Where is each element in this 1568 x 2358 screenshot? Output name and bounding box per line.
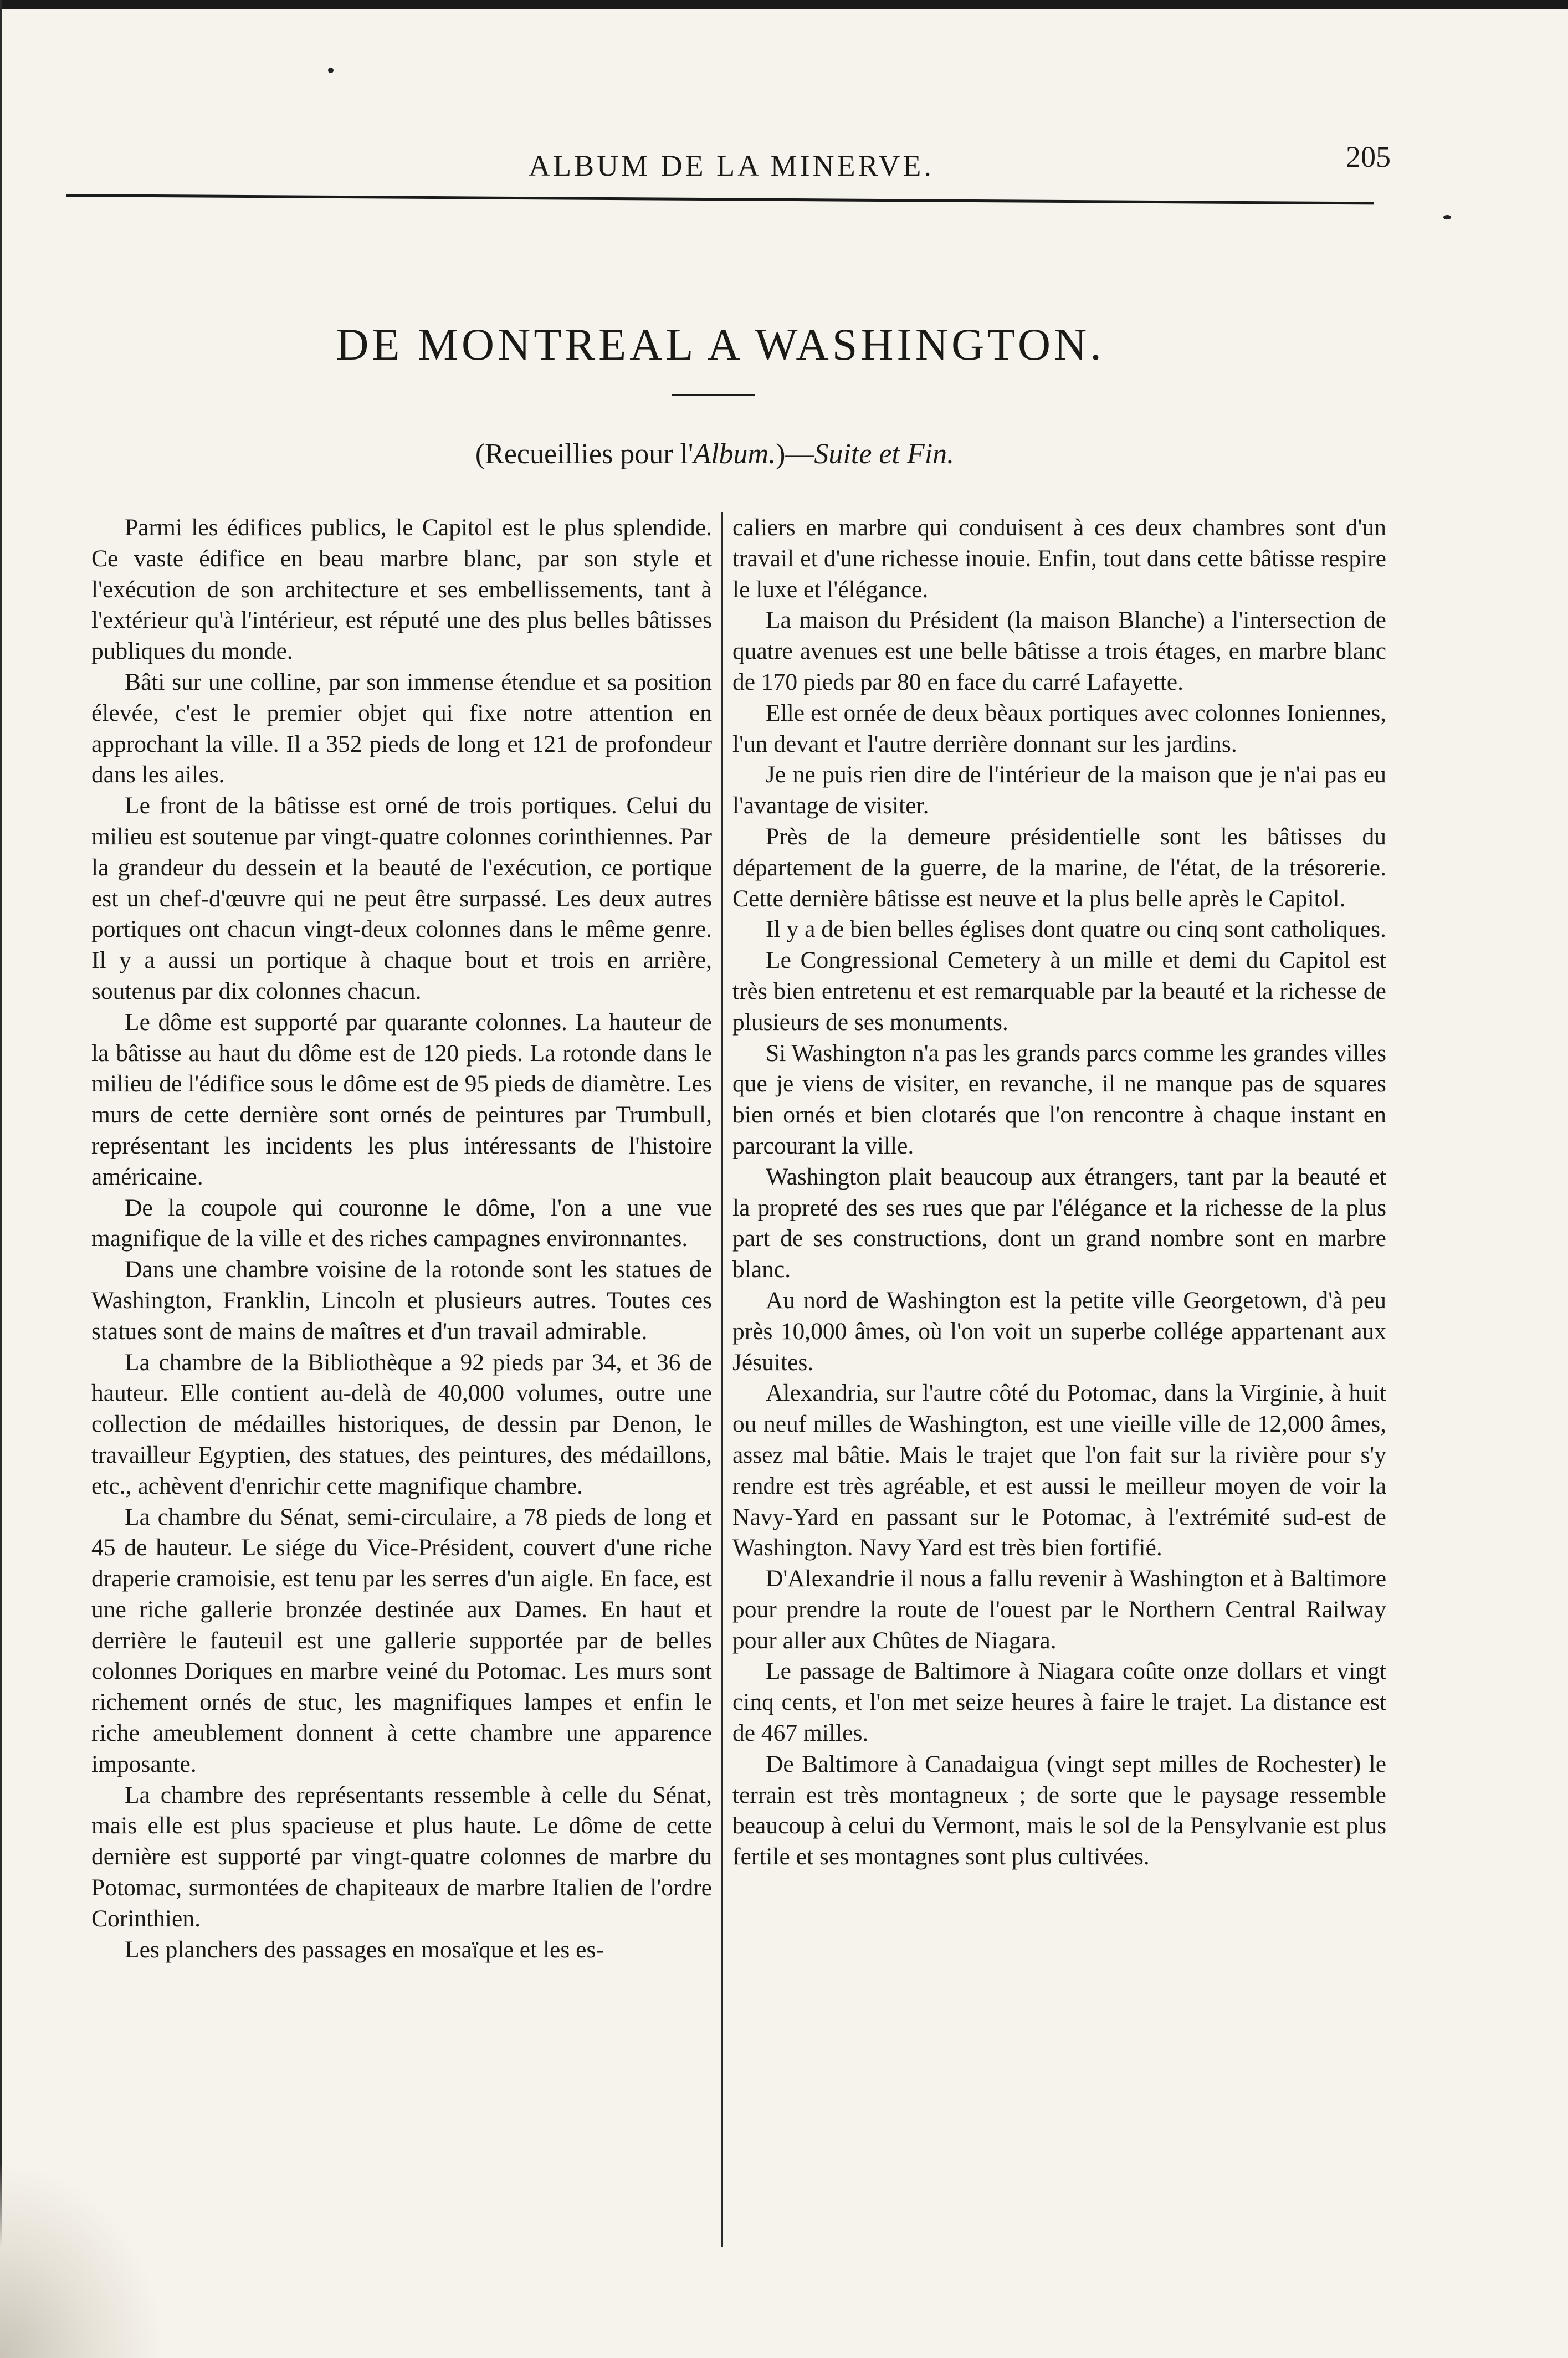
subtitle-italic: Album. [693, 438, 776, 470]
paragraph: De la coupole qui couronne le dôme, l'on a une vue magnifique de la ville et des riches campagnes environnantes. [91, 1194, 712, 1252]
paragraph: Washington plait beaucoup aux étrangers, tant par la beauté et la propreté des ses rues que par l'élégance et la richesse de la plus part de ses constructions, dont un grand nombre sont en marbre blanc. [732, 1163, 1386, 1283]
paragraph: Les planchers des passages en mosaïque et les es- [125, 1936, 604, 1963]
paragraph: La chambre de la Bibliothèque a 92 pieds par 34, et 36 de hauteur. Elle contient au-delà de 40,000 volumes, outre une collection de médailles historiques, de dessin par Denon, le travailleur Egyptien, des statues, des peintures, des médaillons, etc., achèvent d'enrichir cette magnifique chambre. [91, 1349, 712, 1499]
column-divider [721, 512, 723, 2247]
paragraph: La chambre des représentants ressemble à celle du Sénat, mais elle est plus spacieuse et plus haute. Le dôme de cette dernière est supporté par vingt-quatre colonnes de marbre du Potomac, surmontées de chapiteaux de marbre Italien de l'ordre Corinthien. [91, 1781, 712, 1932]
paragraph: Le Congressional Cemetery à un mille et demi du Capitol est très bien entretenu et est remarquable par la beauté et la richesse de plusieurs de ses monuments. [732, 947, 1386, 1036]
ink-speck [1443, 215, 1451, 219]
page-number: 205 [1346, 140, 1391, 173]
paragraph: Je ne puis rien dire de l'intérieur de la maison que je n'ai pas eu l'avantage de visiter. [732, 761, 1386, 819]
scan-top-border [0, 0, 1568, 9]
left-column [91, 512, 712, 1965]
article-title: DE MONTREAL A WASHINGTON. [336, 319, 1105, 370]
scan-left-edge [0, 0, 10, 2358]
header-rule [66, 194, 1374, 204]
paragraph: Dans une chambre voisine de la rotonde sont les statues de Washington, Franklin, Lincoln et plusieurs autres. Toutes ces statues sont de mains de maîtres et d'un travail admirable. [91, 1256, 712, 1345]
subtitle-prefix: (Recueillies pour l' [475, 438, 694, 470]
paragraph: De Baltimore à Canadaigua (vingt sept milles de Rochester) le terrain est très montagneux ; de sorte que le paysage ressemble beaucoup à celui du Vermont, mais le sol de la Pensylvanie est plus fertile et ses montagnes sont plus cultivées. [732, 1750, 1386, 1870]
paragraph: La chambre du Sénat, semi-circulaire, a 78 pieds de long et 45 de hauteur. Le siége du Vice-Président, couvert d'une riche draperie cramoisie, est tenu par les serres d'un aigle. En face, est une riche gallerie bronzée destinée aux Dames. En haut et derrière le fauteuil est une gallerie supportée par de belles colonnes Doriques en marbre veiné du Potomac. Les murs sont richement ornés de stuc, les magnifiques lampes et enfin le riche ameublement donnent à cette chambre une apparence imposante. [91, 1503, 712, 1777]
paragraph: La maison du Président (la maison Blanche) a l'intersection de quatre avenues est une belle bâtisse a trois étages, en marbre blanc de 170 pieds par 80 en face du carré Lafayette. [732, 607, 1386, 695]
paragraph: Au nord de Washington est la petite ville Georgetown, d'à peu près 10,000 âmes, où l'on voit un superbe collége appartenant aux Jésuites. [732, 1286, 1386, 1376]
page-curl-shadow [0, 2161, 166, 2358]
paragraph: Près de la demeure présidentielle sont les bâtisses du département de la guerre, de la marine, de l'état, de la trésorerie. Cette dernière bâtisse est neuve et la plus belle après le Capitol. [732, 823, 1386, 912]
paragraph: Bâti sur une colline, par son immense étendue et sa position élevée, c'est le premier objet qui fixe notre attention en approchant la ville. Il a 352 pieds de long et 121 de profondeur dans les ailes. [91, 668, 712, 788]
paragraph: Il y a de bien belles églises dont quatre ou cinq sont catholiques. [766, 916, 1386, 943]
paragraph: Parmi les édifices publics, le Capitol est le plus splendide. Ce vaste édifice en beau marbre blanc, par son style et l'exécution de son architecture et ses embellissements, tant à l'extérieur qu'à l'intérieur, est réputé une des plus belles bâtisses publiques du monde. [91, 514, 712, 665]
paragraph: Le dôme est supporté par quarante colonnes. La hauteur de la bâtisse au haut du dôme est de 120 pieds. La rotonde dans le milieu de l'édifice sous le dôme est de 95 pieds de diamètre. Les murs de cette dernière sont ornés de peintures par Trumbull, représentant les incidents les plus intéressants de l'histoire américaine. [91, 1008, 712, 1190]
paragraph: caliers en marbre qui conduisent à ces deux chambres sont d'un travail et d'une richesse inouie. Enfin, tout dans cette bâtisse respire le luxe et l'élégance. [732, 514, 1386, 603]
running-head: ALBUM DE LA MINERVE. [529, 149, 934, 182]
paragraph: D'Alexandrie il nous a fallu revenir à Washington et à Baltimore pour prendre la route de l'ouest par le Northern Central Railway pour aller aux Chûtes de Niagara. [732, 1565, 1386, 1654]
subtitle-mid: )— [776, 438, 814, 470]
paragraph: Le front de la bâtisse est orné de trois portiques. Celui du milieu est soutenue par vingt-quatre colonnes corinthiennes. Par la grandeur du dessein et la beauté de l'exécution, ce portique est un chef-d'œuvre qui ne peut être surpassé. Les deux autres portiques ont chacun vingt-deux colonnes dans le même genre. Il y a aussi un portique à chaque bout et trois en arrière, soutenus par dix colonnes chacun. [91, 792, 712, 1004]
paragraph: Le passage de Baltimore à Niagara coûte onze dollars et vingt cinq cents, et l'on met seize heures à faire le trajet. La distance est de 467 milles. [732, 1658, 1386, 1747]
paragraph: Si Washington n'a pas les grands parcs comme les grandes villes que je viens de visiter, en revanche, il ne manque pas de squares bien ornés et bien clotarés que l'on rencontre à chaque instant en parcourant la ville. [732, 1039, 1386, 1159]
title-rule [672, 394, 755, 396]
paragraph: Elle est ornée de deux bèaux portiques avec colonnes Ioniennes, l'un devant et l'autre derrière donnant sur les jardins. [732, 699, 1386, 757]
paragraph: Alexandria, sur l'autre côté du Potomac, dans la Virginie, à huit ou neuf milles de Washington, est une vieille ville de 12,000 âmes, assez mal bâtie. Mais le trajet que l'on fait sur la rivière pour s'y rendre est très agréable, et est aussi le meilleur moyen de voir la Navy-Yard en passant sur le Potomac, à l'extrémité sud-est de Washington. Navy Yard est très bien fortifié. [732, 1380, 1386, 1561]
right-column [732, 512, 1386, 1873]
ink-speck [328, 68, 334, 73]
subtitle-end: Suite et Fin. [814, 438, 955, 470]
article-subtitle [332, 438, 1097, 470]
